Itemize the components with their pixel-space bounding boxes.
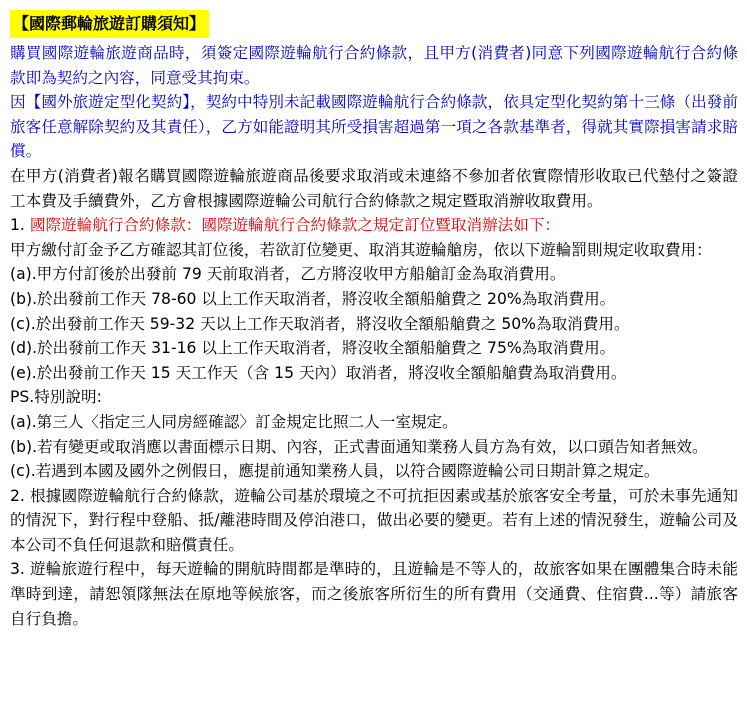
- ps-item-c: (c).若遇到本國及國外之例假日，應提前通知業務人員，以符合國際遊輪公司日期計算之規定。: [10, 462, 660, 481]
- penalty-item-a: (a).甲方付訂後於出發前 79 天前取消者，乙方將沒收甲方船艙訂金為取消費用。: [10, 265, 566, 284]
- intro-paragraph-1: 購買國際遊輪旅遊商品時，須簽定國際遊輪航行合約條款，且甲方(消費者)同意下列國際遊輪航行合約條款即為契約之內容，同意受其拘束。: [10, 44, 738, 87]
- ps-item-a: (a).第三人〈指定三人同房經確認〉訂金規定比照二人一室規定。: [10, 412, 458, 431]
- document-body: [10, 10, 738, 631]
- penalty-item-e: (e).於出發前工作天 15 天工作天（含 15 天內）取消者，將沒收全額船艙費為取消費用。: [10, 363, 627, 382]
- section-1-heading-line: [10, 213, 738, 238]
- penalty-item-d: (d).於出發前工作天 31-16 以上工作天取消者，將沒收全額船艙費之 75%為取消費用。: [10, 339, 616, 358]
- section-2-paragraph: 2. 根據國際遊輪航行合約條款，遊輪公司基於環境之不可抗拒因素或基於旅客安全考量，可於未事先通知的情況下，對行程中登船、抵/離港時間及停泊港口，做出必要的變更。若有上述的情況發生，遊輪公司及本公司不負任何退款和賠償責任。: [10, 486, 738, 554]
- section-1-heading: 國際遊輪航行合約條款：國際遊輪航行合約條款之規定訂位暨取消辦法如下：: [29, 216, 561, 235]
- intro-paragraph-2: 因【國外旅遊定型化契約】，契約中特別未記載國際遊輪航行合約條款，依具定型化契約第十三條（出發前旅客任意解除契約及其責任），乙方如能證明其所受損害超過第一項之各款基準者，得就其實際損害請求賠償。: [10, 93, 738, 161]
- title-row: [10, 10, 738, 40]
- body-paragraph: 在甲方(消費者)報名購買國際遊輪旅遊商品後要求取消或未連絡不參加者依實際情形收取已代墊付之簽證工本費及手續費外，乙方會根據國際遊輪公司航行合約條款之規定暨取消辦收取費用。: [10, 166, 738, 210]
- penalty-item-c: (c).於出發前工作天 59-32 天以上工作天取消者，將沒收全額船艙費之 50%為取消費用。: [10, 314, 630, 333]
- section-3-paragraph: 3. 遊輪旅遊行程中，每天遊輪的開航時間都是準時的，且遊輪是不等人的，故旅客如果在團體集合時未能準時到達，請恕領隊無法在原地等候旅客，而之後旅客所衍生的所有費用（交通費、住宿費...等）請旅客自行負擔。: [10, 560, 738, 628]
- penalty-item-b: (b).於出發前工作天 78-60 以上工作天取消者，將沒收全額船艙費之 20%為取消費用。: [10, 289, 616, 308]
- ps-label: PS.特別說明:: [10, 388, 102, 407]
- section-1-number: 1.: [10, 216, 25, 235]
- page-title: 【國際郵輪旅遊訂購須知】: [10, 10, 209, 38]
- section-1-lead: 甲方繳付訂金予乙方確認其訂位後，若欲訂位變更、取消其遊輪艙房，依以下遊輪罰則規定收取費用：: [10, 240, 712, 259]
- ps-item-b: (b).若有變更或取消應以書面標示日期、內容，正式書面通知業務人員方為有效，以口頭告知者無效。: [10, 437, 708, 456]
